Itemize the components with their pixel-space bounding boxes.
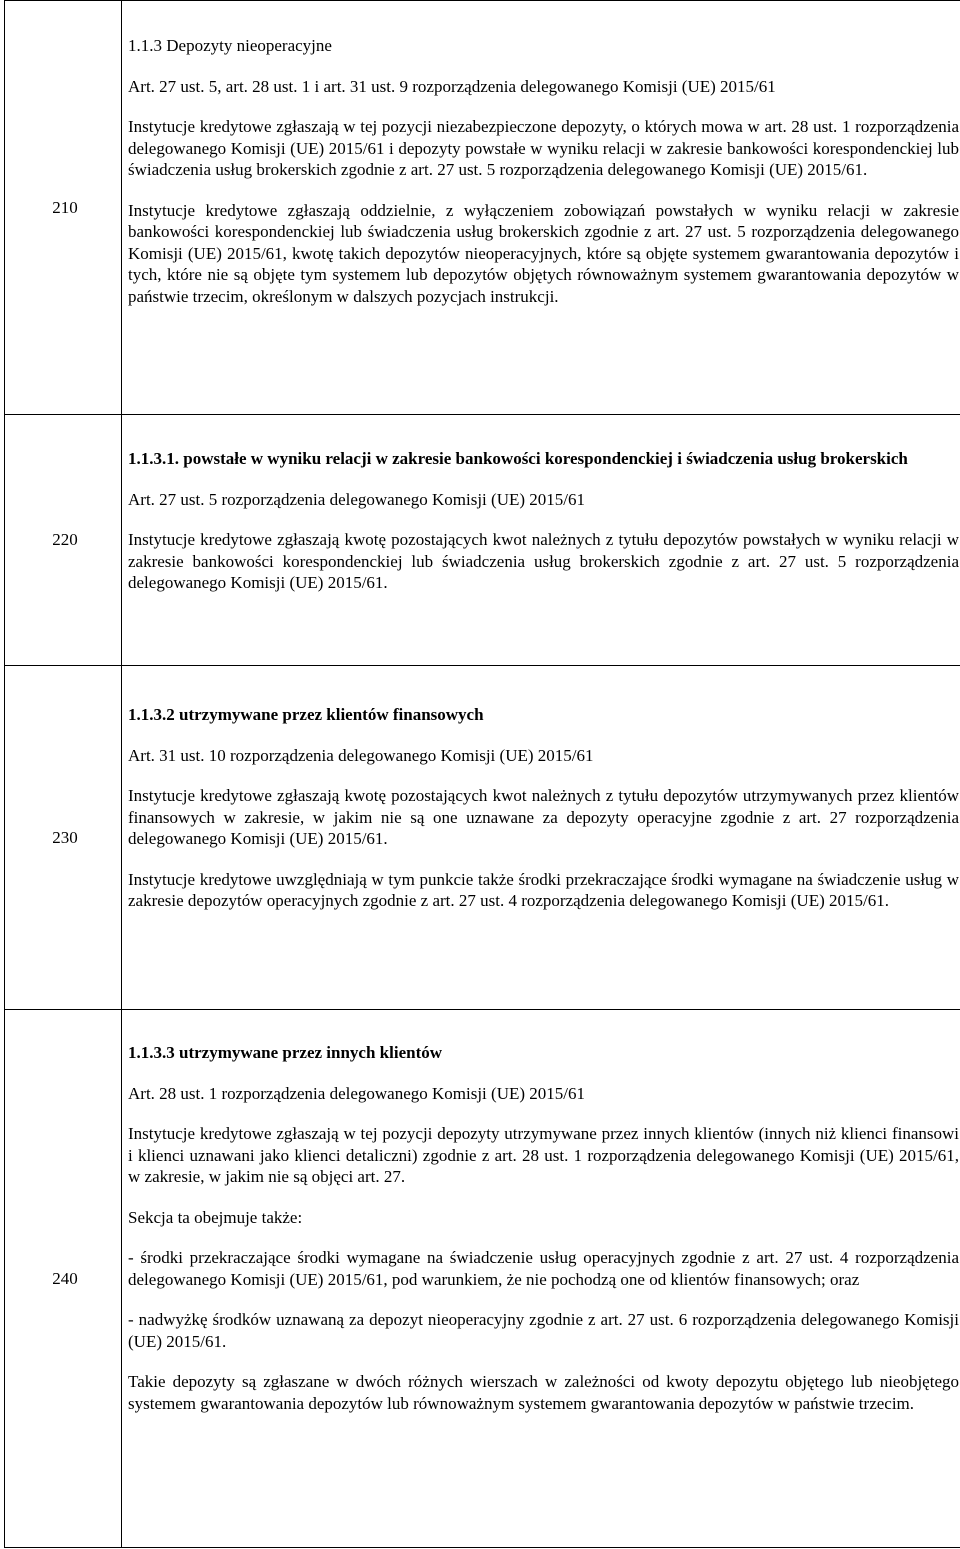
paragraph: Sekcja ta obejmuje także:: [128, 1207, 303, 1227]
row-code: 210: [5, 1, 122, 415]
paragraph: Instytucje kredytowe zgłaszają w tej pozycji depozyty utrzymywane przez innych klientów (innych niż klienci finansowi i klienci uznawani jako klienci detaliczni) zgodnie z art. 28 ust. 1 rozporządzenia delegowanego Komisji (UE) 2015/61, w zakresie, w jakim nie są objęci art. 27.: [128, 1124, 959, 1186]
row-heading: 1.1.3.3 utrzymywane przez innych klientów: [128, 1043, 443, 1062]
legal-reference: Art. 27 ust. 5 rozporządzenia delegowanego Komisji (UE) 2015/61: [128, 489, 585, 509]
row-code: 230: [5, 666, 122, 1010]
table-row: [5, 1010, 960, 1548]
list-item: - nadwyżkę środków uznawaną za depozyt nieoperacyjny zgodnie z art. 27 ust. 6 rozporządzenia delegowanego Komisji (UE) 2015/61.: [128, 1310, 959, 1351]
paragraph: Instytucje kredytowe zgłaszają kwotę pozostających kwot należnych z tytułu depozytów utrzymywanych przez klientów finansowych w zakresie, w jakim nie są one uznawane za depozyty operacyjne zgodnie z art. 27 rozporządzenia delegowanego Komisji (UE) 2015/61.: [128, 786, 959, 848]
legal-reference: Art. 27 ust. 5, art. 28 ust. 1 i art. 31 ust. 9 rozporządzenia delegowanego Komisji (UE) 2015/61: [128, 76, 776, 96]
instructions-table: [4, 0, 960, 1548]
row-heading: 1.1.3.2 utrzymywane przez klientów finansowych: [128, 705, 484, 724]
table-row: [5, 666, 960, 1010]
paragraph: Instytucje kredytowe uwzględniają w tym punkcie także środki przekraczające środki wymagane na świadczenie usług w zakresie depozytów operacyjnych zgodnie z art. 27 ust. 4 rozporządzenia delegowanego Komisji (UE) 2015/61.: [128, 869, 959, 910]
row-code: 240: [5, 1010, 122, 1548]
row-code: 220: [5, 415, 122, 666]
row-content: [122, 1, 960, 415]
paragraph: Instytucje kredytowe zgłaszają kwotę pozostających kwot należnych z tytułu depozytów powstałych w wyniku relacji w zakresie bankowości korespondenckiej lub świadczenia usług brokerskich zgodnie z art. 27 ust. 5 rozporządzenia delegowanego Komisji (UE) 2015/61.: [128, 530, 959, 592]
row-content: [122, 666, 960, 1010]
table-row: [5, 415, 960, 666]
row-heading: 1.1.3.1. powstałe w wyniku relacji w zakresie bankowości korespondenckiej i świadczenia usług brokerskich: [128, 449, 908, 468]
row-content: [122, 415, 960, 666]
row-content: [122, 1010, 960, 1548]
legal-reference: Art. 28 ust. 1 rozporządzenia delegowanego Komisji (UE) 2015/61: [128, 1083, 585, 1103]
legal-reference: Art. 31 ust. 10 rozporządzenia delegowanego Komisji (UE) 2015/61: [128, 745, 594, 765]
list-item: - środki przekraczające środki wymagane na świadczenie usług operacyjnych zgodnie z art. 27 ust. 4 rozporządzenia delegowanego Komisji (UE) 2015/61, pod warunkiem, że nie pochodzą one od klientów finansowych; oraz: [128, 1248, 959, 1289]
paragraph: Takie depozyty są zgłaszane w dwóch różnych wierszach w zależności od kwoty depozytu objętego lub nieobjętego systemem gwarantowania depozytów lub równoważnym systemem gwarantowania depozytów w państwie trzecim.: [128, 1372, 959, 1413]
row-heading: 1.1.3 Depozyty nieoperacyjne: [128, 36, 332, 55]
paragraph: Instytucje kredytowe zgłaszają w tej pozycji niezabezpieczone depozyty, o których mowa w art. 28 ust. 1 rozporządzenia delegowanego Komisji (UE) 2015/61 i depozyty powstałe w wyniku relacji w zakresie bankowości korespondenckiej lub świadczenia usług brokerskich zgodnie z art. 27 ust. 5 rozporządzenia delegowanego Komisji (UE) 2015/61.: [128, 117, 959, 179]
table-row: [5, 1, 960, 415]
paragraph: Instytucje kredytowe zgłaszają oddzielnie, z wyłączeniem zobowiązań powstałych w wyniku relacji w zakresie bankowości korespondenckiej lub świadczenia usług brokerskich zgodnie z art. 27 ust. 5 rozporządzenia delegowanego Komisji (UE) 2015/61, kwotę takich depozytów nieoperacyjnych, które są objęte systemem gwarantowania depozytów i tych, które nie są objęte tym systemem lub depozytów objętych równoważnym systemem gwarantowania depozytów w państwie trzecim, określonym w dalszych pozycjach instrukcji.: [128, 200, 959, 306]
